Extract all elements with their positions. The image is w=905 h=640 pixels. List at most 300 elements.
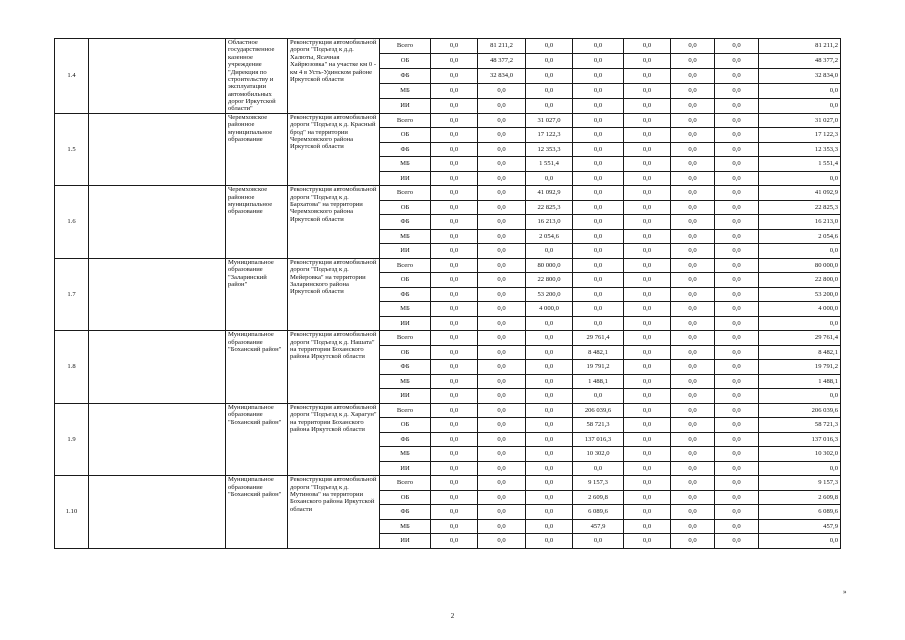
total-value-cell: 17 122,3 <box>759 128 841 143</box>
funding-source-cell: ФБ <box>380 68 431 83</box>
funding-source-cell: Всего <box>380 331 431 346</box>
empty-cell <box>89 39 226 114</box>
value-cell: 12 353,3 <box>526 142 573 157</box>
value-cell: 0,0 <box>671 331 715 346</box>
row-index: 1.7 <box>55 258 89 331</box>
table-row <box>55 476 841 491</box>
total-value-cell: 1 551,4 <box>759 157 841 172</box>
value-cell: 0,0 <box>431 490 478 505</box>
value-cell: 0,0 <box>526 403 573 418</box>
value-cell: 58 721,3 <box>573 418 624 433</box>
value-cell: 0,0 <box>671 273 715 288</box>
total-value-cell: 53 200,0 <box>759 287 841 302</box>
value-cell: 0,0 <box>431 345 478 360</box>
value-cell: 0,0 <box>624 374 671 389</box>
value-cell: 0,0 <box>526 83 573 98</box>
value-cell: 0,0 <box>478 403 526 418</box>
value-cell: 0,0 <box>624 519 671 534</box>
value-cell: 0,0 <box>526 534 573 549</box>
empty-cell <box>89 403 226 476</box>
value-cell: 0,0 <box>478 461 526 476</box>
budget-table <box>54 38 841 549</box>
value-cell: 0,0 <box>715 186 759 201</box>
value-cell: 0,0 <box>671 113 715 128</box>
value-cell: 0,0 <box>715 113 759 128</box>
value-cell: 0,0 <box>431 83 478 98</box>
total-value-cell: 6 089,6 <box>759 505 841 520</box>
value-cell: 0,0 <box>624 287 671 302</box>
funding-source-cell: ОБ <box>380 345 431 360</box>
value-cell: 0,0 <box>715 360 759 375</box>
value-cell: 0,0 <box>715 519 759 534</box>
value-cell: 31 027,0 <box>526 113 573 128</box>
organization-cell: Черемховское районное муниципальное образование <box>226 113 288 186</box>
value-cell: 0,0 <box>671 157 715 172</box>
value-cell: 0,0 <box>478 534 526 549</box>
value-cell: 0,0 <box>526 171 573 186</box>
funding-source-cell: Всего <box>380 39 431 54</box>
value-cell: 0,0 <box>624 403 671 418</box>
value-cell: 4 000,0 <box>526 302 573 317</box>
value-cell: 0,0 <box>624 244 671 259</box>
value-cell: 0,0 <box>431 316 478 331</box>
row-index: 1.5 <box>55 113 89 186</box>
closing-quote: » <box>843 588 847 596</box>
value-cell: 0,0 <box>624 68 671 83</box>
value-cell: 0,0 <box>431 432 478 447</box>
value-cell: 0,0 <box>478 215 526 230</box>
value-cell: 0,0 <box>526 447 573 462</box>
empty-cell <box>89 186 226 259</box>
total-value-cell: 206 039,6 <box>759 403 841 418</box>
funding-source-cell: Всего <box>380 186 431 201</box>
row-index: 1.8 <box>55 331 89 404</box>
total-value-cell: 0,0 <box>759 534 841 549</box>
value-cell: 0,0 <box>478 171 526 186</box>
value-cell: 0,0 <box>573 157 624 172</box>
value-cell: 0,0 <box>715 53 759 68</box>
funding-source-cell: МБ <box>380 83 431 98</box>
value-cell: 0,0 <box>573 316 624 331</box>
value-cell: 0,0 <box>526 244 573 259</box>
value-cell: 0,0 <box>671 374 715 389</box>
value-cell: 0,0 <box>624 215 671 230</box>
row-index: 1.9 <box>55 403 89 476</box>
total-value-cell: 0,0 <box>759 171 841 186</box>
value-cell: 0,0 <box>526 360 573 375</box>
total-value-cell: 137 016,3 <box>759 432 841 447</box>
value-cell: 0,0 <box>478 258 526 273</box>
organization-cell: Муниципальное образование "Боханский район" <box>226 476 288 549</box>
value-cell: 0,0 <box>573 200 624 215</box>
funding-source-cell: ИИ <box>380 171 431 186</box>
funding-source-cell: МБ <box>380 447 431 462</box>
value-cell: 0,0 <box>624 39 671 54</box>
value-cell: 0,0 <box>526 519 573 534</box>
funding-source-cell: ИИ <box>380 534 431 549</box>
organization-cell: Черемховское районное муниципальное образование <box>226 186 288 259</box>
value-cell: 0,0 <box>431 374 478 389</box>
value-cell: 0,0 <box>715 39 759 54</box>
value-cell: 0,0 <box>478 302 526 317</box>
value-cell: 0,0 <box>671 461 715 476</box>
value-cell: 0,0 <box>478 447 526 462</box>
value-cell: 0,0 <box>573 215 624 230</box>
value-cell: 0,0 <box>671 389 715 404</box>
funding-source-cell: ИИ <box>380 461 431 476</box>
value-cell: 0,0 <box>715 316 759 331</box>
value-cell: 0,0 <box>526 490 573 505</box>
funding-source-cell: ОБ <box>380 273 431 288</box>
value-cell: 0,0 <box>715 157 759 172</box>
value-cell: 9 157,3 <box>573 476 624 491</box>
value-cell: 0,0 <box>624 490 671 505</box>
value-cell: 0,0 <box>715 403 759 418</box>
organization-cell: Областное государственное казенное учреждение "Дирекция по строительству и эксплуатации автомобильных дорог Иркутской области" <box>226 39 288 114</box>
funding-source-cell: Всего <box>380 258 431 273</box>
value-cell: 0,0 <box>624 345 671 360</box>
organization-cell: Муниципальное образование "Боханский район" <box>226 403 288 476</box>
funding-source-cell: МБ <box>380 157 431 172</box>
funding-source-cell: ОБ <box>380 128 431 143</box>
value-cell: 0,0 <box>478 287 526 302</box>
value-cell: 0,0 <box>715 490 759 505</box>
value-cell: 0,0 <box>671 490 715 505</box>
value-cell: 0,0 <box>624 461 671 476</box>
value-cell: 0,0 <box>478 345 526 360</box>
value-cell: 0,0 <box>715 432 759 447</box>
value-cell: 0,0 <box>573 113 624 128</box>
value-cell: 17 122,3 <box>526 128 573 143</box>
value-cell: 0,0 <box>671 39 715 54</box>
value-cell: 0,0 <box>573 302 624 317</box>
value-cell: 0,0 <box>715 302 759 317</box>
value-cell: 0,0 <box>715 200 759 215</box>
value-cell: 0,0 <box>671 83 715 98</box>
value-cell: 0,0 <box>431 302 478 317</box>
value-cell: 0,0 <box>624 273 671 288</box>
value-cell: 0,0 <box>478 200 526 215</box>
total-value-cell: 0,0 <box>759 98 841 113</box>
value-cell: 0,0 <box>573 83 624 98</box>
funding-source-cell: ФБ <box>380 360 431 375</box>
value-cell: 0,0 <box>715 476 759 491</box>
value-cell: 81 211,2 <box>478 39 526 54</box>
funding-source-cell: ИИ <box>380 98 431 113</box>
total-value-cell: 0,0 <box>759 244 841 259</box>
value-cell: 0,0 <box>573 186 624 201</box>
value-cell: 0,0 <box>671 200 715 215</box>
value-cell: 0,0 <box>431 186 478 201</box>
value-cell: 22 825,3 <box>526 200 573 215</box>
value-cell: 0,0 <box>478 186 526 201</box>
value-cell: 0,0 <box>624 331 671 346</box>
value-cell: 0,0 <box>431 476 478 491</box>
value-cell: 0,0 <box>624 229 671 244</box>
value-cell: 0,0 <box>431 447 478 462</box>
value-cell: 0,0 <box>431 331 478 346</box>
value-cell: 0,0 <box>526 53 573 68</box>
value-cell: 0,0 <box>715 534 759 549</box>
total-value-cell: 81 211,2 <box>759 39 841 54</box>
value-cell: 0,0 <box>715 418 759 433</box>
value-cell: 0,0 <box>715 215 759 230</box>
value-cell: 0,0 <box>478 374 526 389</box>
total-value-cell: 2 609,8 <box>759 490 841 505</box>
value-cell: 0,0 <box>526 476 573 491</box>
table-row <box>55 403 841 418</box>
value-cell: 0,0 <box>431 389 478 404</box>
value-cell: 0,0 <box>526 68 573 83</box>
total-value-cell: 29 761,4 <box>759 331 841 346</box>
funding-source-cell: ФБ <box>380 505 431 520</box>
value-cell: 19 791,2 <box>573 360 624 375</box>
value-cell: 41 092,9 <box>526 186 573 201</box>
value-cell: 0,0 <box>478 273 526 288</box>
value-cell: 0,0 <box>573 142 624 157</box>
value-cell: 0,0 <box>573 244 624 259</box>
value-cell: 0,0 <box>624 157 671 172</box>
value-cell: 0,0 <box>671 316 715 331</box>
value-cell: 0,0 <box>526 418 573 433</box>
value-cell: 0,0 <box>478 418 526 433</box>
value-cell: 0,0 <box>624 476 671 491</box>
value-cell: 0,0 <box>624 128 671 143</box>
value-cell: 0,0 <box>478 360 526 375</box>
value-cell: 0,0 <box>573 389 624 404</box>
value-cell: 0,0 <box>573 53 624 68</box>
value-cell: 206 039,6 <box>573 403 624 418</box>
action-cell: Реконструкция автомобильной дороги "Подъезд к д. Бархатова" на территории Черемховского района Иркутской области <box>288 186 380 259</box>
value-cell: 0,0 <box>526 505 573 520</box>
value-cell: 0,0 <box>478 229 526 244</box>
value-cell: 6 089,6 <box>573 505 624 520</box>
total-value-cell: 457,9 <box>759 519 841 534</box>
value-cell: 0,0 <box>478 519 526 534</box>
value-cell: 0,0 <box>573 68 624 83</box>
value-cell: 0,0 <box>573 273 624 288</box>
value-cell: 0,0 <box>526 345 573 360</box>
value-cell: 0,0 <box>715 287 759 302</box>
action-cell: Реконструкция автомобильной дороги "Подъезд к д. Мейеровка" на территории Заларинского района Иркутской области <box>288 258 380 331</box>
value-cell: 0,0 <box>671 171 715 186</box>
value-cell: 0,0 <box>573 128 624 143</box>
action-cell: Реконструкция автомобильной дороги "Подъезд к д. Харагун" на территории Боханского района Иркутской области <box>288 403 380 476</box>
total-value-cell: 4 000,0 <box>759 302 841 317</box>
value-cell: 0,0 <box>431 360 478 375</box>
total-value-cell: 2 054,6 <box>759 229 841 244</box>
table-row <box>55 39 841 54</box>
value-cell: 0,0 <box>671 215 715 230</box>
value-cell: 0,0 <box>478 432 526 447</box>
value-cell: 0,0 <box>715 345 759 360</box>
value-cell: 0,0 <box>671 68 715 83</box>
value-cell: 0,0 <box>478 142 526 157</box>
table-row <box>55 331 841 346</box>
funding-source-cell: ФБ <box>380 215 431 230</box>
value-cell: 0,0 <box>624 142 671 157</box>
value-cell: 0,0 <box>431 68 478 83</box>
value-cell: 0,0 <box>431 258 478 273</box>
funding-source-cell: ОБ <box>380 200 431 215</box>
value-cell: 0,0 <box>573 39 624 54</box>
value-cell: 32 834,0 <box>478 68 526 83</box>
value-cell: 0,0 <box>431 229 478 244</box>
value-cell: 0,0 <box>671 287 715 302</box>
total-value-cell: 1 488,1 <box>759 374 841 389</box>
value-cell: 0,0 <box>478 83 526 98</box>
value-cell: 0,0 <box>624 418 671 433</box>
value-cell: 0,0 <box>624 447 671 462</box>
value-cell: 0,0 <box>431 39 478 54</box>
funding-source-cell: ОБ <box>380 418 431 433</box>
value-cell: 0,0 <box>624 113 671 128</box>
value-cell: 0,0 <box>715 461 759 476</box>
value-cell: 29 761,4 <box>573 331 624 346</box>
value-cell: 0,0 <box>431 142 478 157</box>
value-cell: 0,0 <box>526 374 573 389</box>
value-cell: 0,0 <box>431 418 478 433</box>
value-cell: 0,0 <box>624 171 671 186</box>
value-cell: 53 200,0 <box>526 287 573 302</box>
value-cell: 0,0 <box>526 98 573 113</box>
value-cell: 0,0 <box>431 287 478 302</box>
total-value-cell: 12 353,3 <box>759 142 841 157</box>
value-cell: 0,0 <box>478 331 526 346</box>
funding-source-cell: МБ <box>380 302 431 317</box>
value-cell: 0,0 <box>671 244 715 259</box>
value-cell: 0,0 <box>431 244 478 259</box>
value-cell: 0,0 <box>624 302 671 317</box>
value-cell: 1 551,4 <box>526 157 573 172</box>
value-cell: 0,0 <box>478 505 526 520</box>
value-cell: 0,0 <box>624 186 671 201</box>
value-cell: 0,0 <box>671 229 715 244</box>
funding-source-cell: ФБ <box>380 432 431 447</box>
row-index: 1.10 <box>55 476 89 549</box>
value-cell: 0,0 <box>715 447 759 462</box>
value-cell: 0,0 <box>526 461 573 476</box>
value-cell: 0,0 <box>624 53 671 68</box>
value-cell: 0,0 <box>431 215 478 230</box>
value-cell: 0,0 <box>431 403 478 418</box>
value-cell: 0,0 <box>715 171 759 186</box>
action-cell: Реконструкция автомобильной дороги "Подъезд к д. Мутинова" на территории Боханского района Иркутской области <box>288 476 380 549</box>
value-cell: 0,0 <box>431 519 478 534</box>
value-cell: 0,0 <box>671 345 715 360</box>
value-cell: 0,0 <box>624 258 671 273</box>
value-cell: 0,0 <box>573 258 624 273</box>
value-cell: 0,0 <box>478 113 526 128</box>
value-cell: 48 377,2 <box>478 53 526 68</box>
value-cell: 0,0 <box>624 98 671 113</box>
value-cell: 0,0 <box>431 200 478 215</box>
action-cell: Реконструкция автомобильной дороги "Подъезд к д. Нашата" на территории Боханского района Иркутской области <box>288 331 380 404</box>
total-value-cell: 31 027,0 <box>759 113 841 128</box>
value-cell: 0,0 <box>624 534 671 549</box>
value-cell: 0,0 <box>431 128 478 143</box>
funding-source-cell: ИИ <box>380 316 431 331</box>
empty-cell <box>89 476 226 549</box>
total-value-cell: 22 800,0 <box>759 273 841 288</box>
value-cell: 0,0 <box>671 403 715 418</box>
value-cell: 0,0 <box>478 476 526 491</box>
table-row <box>55 113 841 128</box>
value-cell: 0,0 <box>671 534 715 549</box>
value-cell: 0,0 <box>671 519 715 534</box>
value-cell: 0,0 <box>671 447 715 462</box>
organization-cell: Муниципальное образование "Заларинский район" <box>226 258 288 331</box>
value-cell: 0,0 <box>715 258 759 273</box>
value-cell: 0,0 <box>431 505 478 520</box>
total-value-cell: 80 000,0 <box>759 258 841 273</box>
funding-source-cell: МБ <box>380 519 431 534</box>
value-cell: 0,0 <box>478 244 526 259</box>
empty-cell <box>89 113 226 186</box>
value-cell: 0,0 <box>431 113 478 128</box>
value-cell: 0,0 <box>573 98 624 113</box>
value-cell: 0,0 <box>478 128 526 143</box>
value-cell: 0,0 <box>478 490 526 505</box>
value-cell: 0,0 <box>431 461 478 476</box>
page-number: 2 <box>450 612 455 620</box>
value-cell: 0,0 <box>671 186 715 201</box>
value-cell: 0,0 <box>715 505 759 520</box>
value-cell: 0,0 <box>526 316 573 331</box>
funding-source-cell: Всего <box>380 113 431 128</box>
value-cell: 0,0 <box>573 287 624 302</box>
value-cell: 0,0 <box>573 534 624 549</box>
value-cell: 0,0 <box>624 360 671 375</box>
value-cell: 0,0 <box>671 53 715 68</box>
row-index: 1.4 <box>55 39 89 114</box>
total-value-cell: 8 482,1 <box>759 345 841 360</box>
value-cell: 0,0 <box>573 171 624 186</box>
value-cell: 0,0 <box>671 302 715 317</box>
funding-source-cell: Всего <box>380 476 431 491</box>
value-cell: 0,0 <box>431 171 478 186</box>
total-value-cell: 0,0 <box>759 389 841 404</box>
value-cell: 0,0 <box>431 157 478 172</box>
total-value-cell: 22 825,3 <box>759 200 841 215</box>
value-cell: 22 800,0 <box>526 273 573 288</box>
value-cell: 0,0 <box>478 316 526 331</box>
value-cell: 2 609,8 <box>573 490 624 505</box>
empty-cell <box>89 258 226 331</box>
funding-source-cell: Всего <box>380 403 431 418</box>
value-cell: 457,9 <box>573 519 624 534</box>
funding-source-cell: ИИ <box>380 244 431 259</box>
value-cell: 0,0 <box>526 432 573 447</box>
value-cell: 0,0 <box>478 98 526 113</box>
value-cell: 0,0 <box>715 142 759 157</box>
total-value-cell: 16 213,0 <box>759 215 841 230</box>
value-cell: 0,0 <box>715 98 759 113</box>
organization-cell: Муниципальное образование "Боханский район" <box>226 331 288 404</box>
value-cell: 0,0 <box>671 258 715 273</box>
row-index: 1.6 <box>55 186 89 259</box>
total-value-cell: 0,0 <box>759 83 841 98</box>
value-cell: 0,0 <box>671 476 715 491</box>
value-cell: 1 488,1 <box>573 374 624 389</box>
value-cell: 0,0 <box>431 98 478 113</box>
total-value-cell: 0,0 <box>759 461 841 476</box>
value-cell: 0,0 <box>715 83 759 98</box>
funding-source-cell: ОБ <box>380 490 431 505</box>
total-value-cell: 0,0 <box>759 316 841 331</box>
action-cell: Реконструкция автомобильной дороги "Подъезд к д.д. Халюты, Ясачная Хайрюзовка" на участке км 0 - км 4 в Усть-Удинском районе Иркутской области <box>288 39 380 114</box>
value-cell: 0,0 <box>573 461 624 476</box>
